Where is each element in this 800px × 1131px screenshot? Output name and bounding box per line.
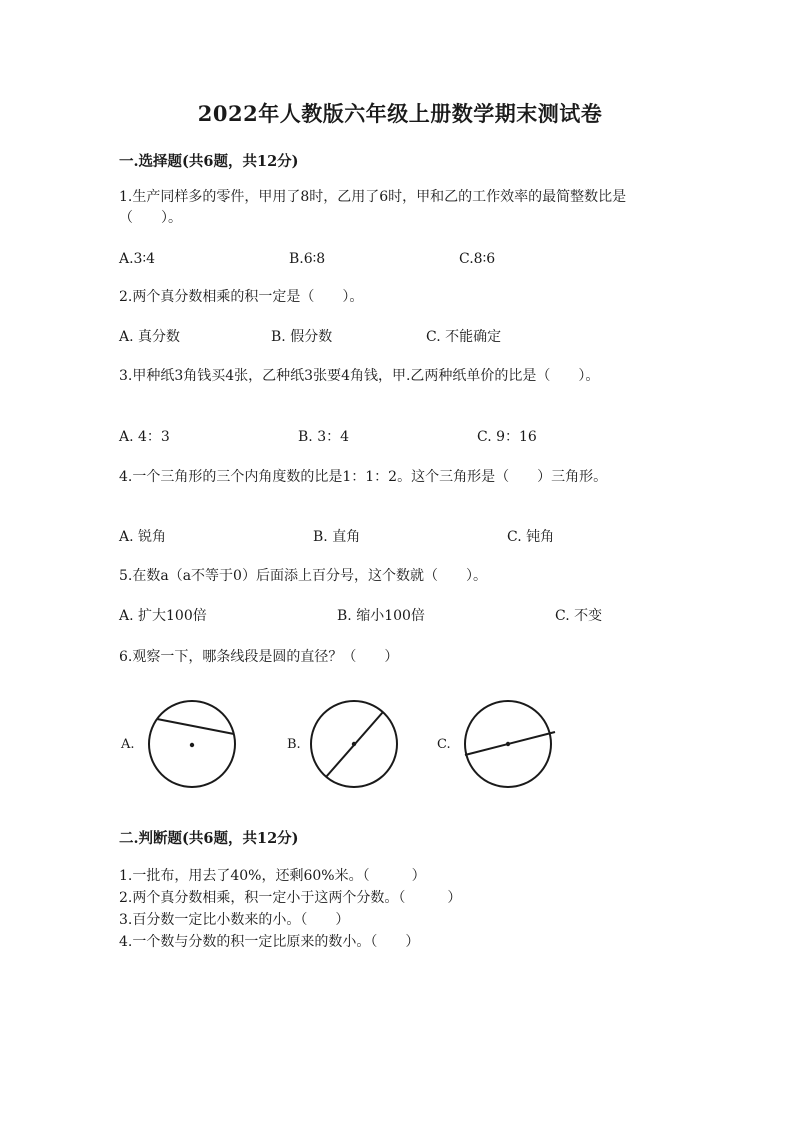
option-1b: B.6∶8 xyxy=(289,251,326,267)
question-4: 4.一个三角形的三个内角度数的比是1：1：2。这个三角形是（ ）三角形。 xyxy=(119,469,608,485)
question-2: 2.两个真分数相乘的积一定是（ ）。 xyxy=(119,289,364,305)
option-3a: A. 4：3 xyxy=(119,429,170,445)
option-4b: B. 直角 xyxy=(313,529,361,545)
judgement-3: 3.百分数一定比小数来的小。（ ） xyxy=(119,912,350,928)
option-3c: C. 9：16 xyxy=(477,429,537,445)
option-4a: A. 锐角 xyxy=(119,529,167,545)
question-3: 3.甲种纸3角钱买4张，乙种纸3张要4角钱，甲.乙两种纸单价的比是（ ）。 xyxy=(119,368,600,384)
figure-a-label: A. xyxy=(121,737,135,752)
judgement-4: 4.一个数与分数的积一定比原来的数小。（ ） xyxy=(119,934,420,950)
figure-b-label: B. xyxy=(287,737,301,752)
option-2b: B. 假分数 xyxy=(271,329,333,345)
judgement-2: 2.两个真分数相乘，积一定小于这两个分数。（ ） xyxy=(119,890,462,906)
figure-b xyxy=(287,701,397,787)
option-1c: C.8∶6 xyxy=(459,251,496,267)
option-2a: A. 真分数 xyxy=(119,329,181,345)
option-5c: C. 不变 xyxy=(555,608,603,624)
question-6: 6.观察一下，哪条线段是圆的直径？（ ） xyxy=(119,649,399,665)
section-heading-choice: 一.选择题(共6题，共12分) xyxy=(119,153,299,170)
option-5a: A. 扩大100倍 xyxy=(119,608,207,624)
circle-figures xyxy=(110,692,570,802)
judgement-1: 1.一批布，用去了40%，还剩60%米。（ ） xyxy=(119,868,426,884)
center-dot-b xyxy=(352,742,356,746)
chord-a xyxy=(157,719,234,734)
center-dot-c xyxy=(506,742,510,746)
option-4c: C. 钝角 xyxy=(507,529,555,545)
option-5b: B. 缩小100倍 xyxy=(337,608,425,624)
figure-c xyxy=(437,701,555,787)
option-2c: C. 不能确定 xyxy=(426,329,502,345)
section-heading-judgement: 二.判断题(共6题，共12分) xyxy=(119,830,299,847)
question-1: 1.生产同样多的零件，甲用了8时，乙用了6时，甲和乙的工作效率的最简整数比是（ ）。 xyxy=(119,189,627,226)
question-5: 5.在数a（a不等于0）后面添上百分号，这个数就（ ）。 xyxy=(119,568,487,584)
option-3b: B. 3：4 xyxy=(298,429,350,445)
page-title: 2022年人教版六年级上册数学期末测试卷 xyxy=(197,101,603,126)
center-dot-a xyxy=(190,743,194,747)
option-1a: A.3∶4 xyxy=(119,251,156,267)
figure-c-label: C. xyxy=(437,737,451,752)
figure-a xyxy=(120,701,235,787)
